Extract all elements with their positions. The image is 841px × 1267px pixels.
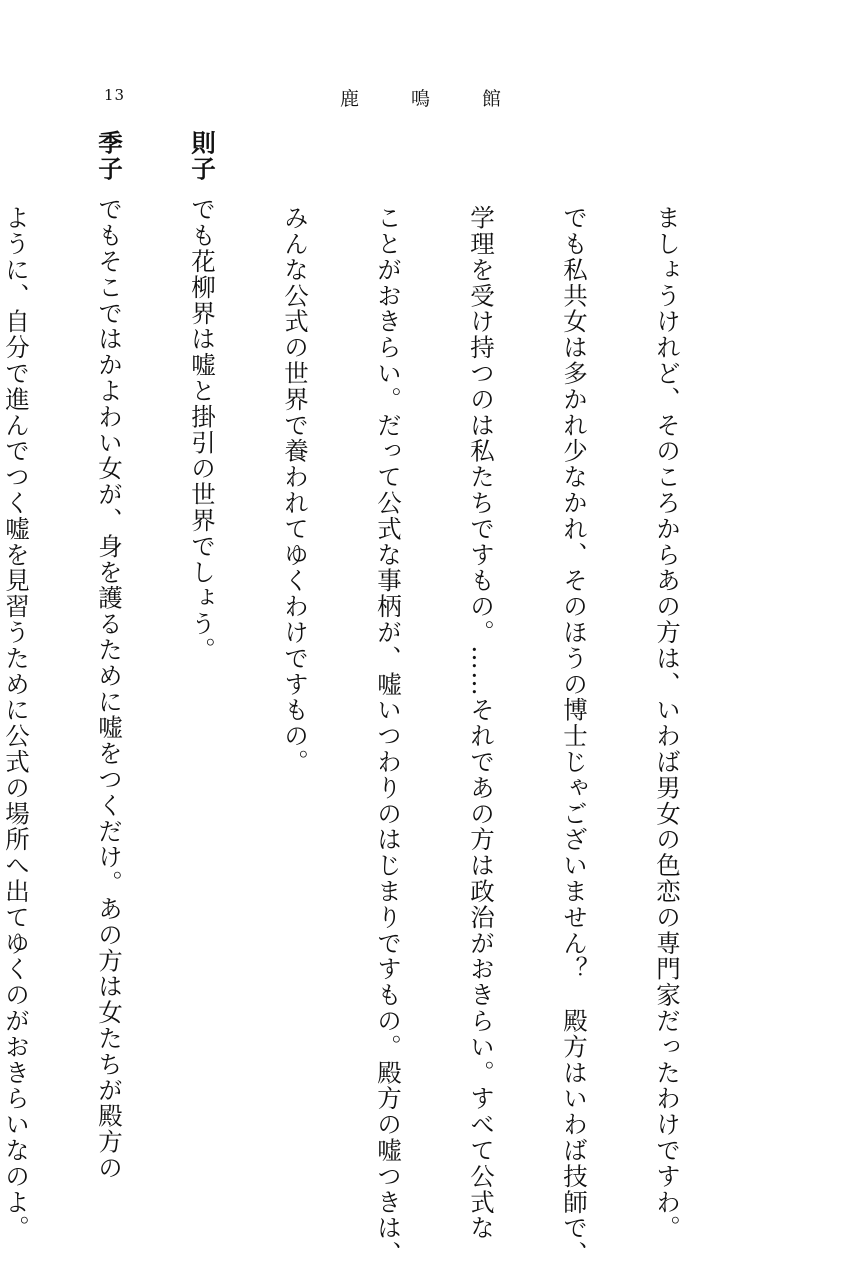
speech-text: 学理を受け持つのは私たちですもの。……それであの方は政治がおきらい。すべて公式な (467, 204, 496, 1241)
speech-text: ように、自分で進んでつく嘘を見習うために公式の場所へ出てゆくのがおきらいなのよ。 (2, 204, 31, 1241)
speaker-name: 季子 (95, 130, 124, 182)
running-title: 鹿鳴館 (340, 88, 554, 110)
play-text-column-block (0, 130, 745, 1267)
text-line (373, 130, 404, 1267)
speech-text: みんな公式の世界で養われてゆくわけですもの。 (281, 204, 310, 775)
speech-text: ましょうけれど、そのころからあの方は、いわば男女の色恋の専門家だったわけですわ。 (653, 204, 682, 1241)
speech-text: でも花柳界は嘘と掛引の世界でしょう。 (188, 196, 217, 663)
page-number: 13 (104, 86, 126, 104)
speaker-name: 則子 (188, 130, 217, 182)
text-line (466, 130, 497, 1241)
dialogue-line (187, 130, 218, 1110)
text-line (280, 130, 311, 1110)
speech-text: でもそこではかよわい女が、身を護るために嘘をつくだけ。あの方は女たちが殿方の (95, 196, 124, 1181)
text-line (1, 130, 32, 1241)
speech-text: ことがおきらい。だって公式な事柄が、嘘いつわりのはじまりですもの。殿方の嘘つきは、 (374, 204, 403, 1267)
dialogue-line (94, 130, 125, 1181)
text-line (652, 130, 683, 1241)
speech-text: でも私共女は多かれ少なかれ、そのほうの博士じゃございません？ 殿方はいわば技師で、 (560, 204, 589, 1267)
text-line (559, 130, 590, 1267)
